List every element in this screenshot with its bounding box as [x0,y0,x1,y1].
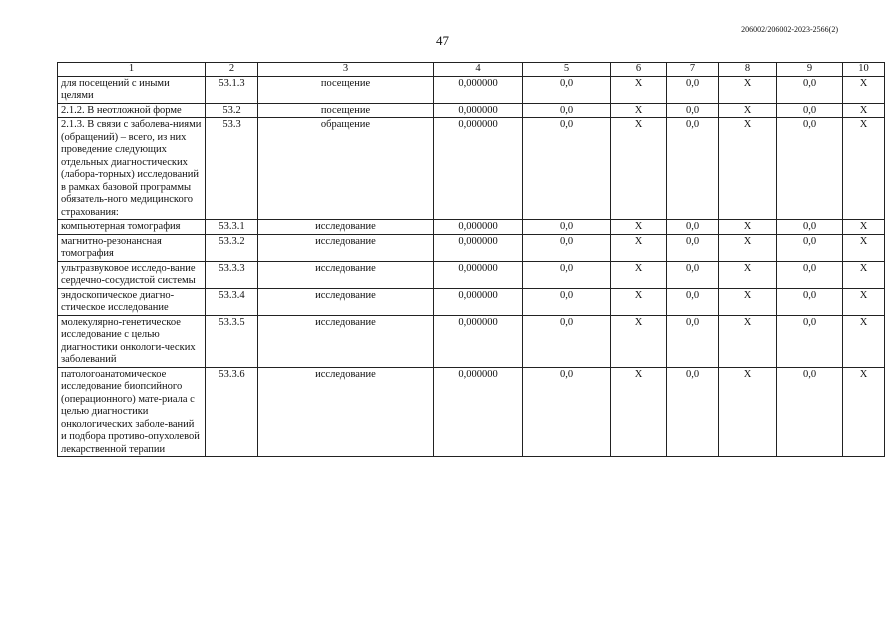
x-cell: X [611,261,667,288]
value-cell: 0,0 [777,288,843,315]
value-cell: 0,0 [523,234,611,261]
x-cell: X [843,315,885,367]
x-cell: X [611,288,667,315]
x-cell: X [719,261,777,288]
x-cell: X [843,118,885,220]
x-cell: X [719,288,777,315]
table-row [58,76,885,103]
x-cell: X [843,220,885,235]
value-cell: 0,0 [777,118,843,220]
value-cell: 0,0 [777,76,843,103]
value-cell: 0,0 [523,288,611,315]
table-row [58,261,885,288]
document-id: 206002/206002-2023-2566(2) [741,25,838,34]
row-description: молекулярно-генетическое исследование с целью диагностики онкологи-ческих заболеваний [58,315,206,367]
table-row [58,220,885,235]
value-cell: 0,000000 [434,315,523,367]
row-description: патологоанатомическое исследование биопсийного (операционного) мате-риала с целью диагностики онкологических заболе-ваний и подбора противо-опухолевой лекарственной терапии [58,367,206,457]
value-cell: 0,0 [667,220,719,235]
value-cell: 0,0 [667,288,719,315]
x-cell: X [611,234,667,261]
value-cell: 0,0 [667,367,719,457]
x-cell: X [719,234,777,261]
row-number: 53.3.4 [206,288,258,315]
unit-cell: исследование [258,234,434,261]
value-cell: 0,0 [523,118,611,220]
value-cell: 0,000000 [434,367,523,457]
value-cell: 0,0 [777,261,843,288]
x-cell: X [843,261,885,288]
column-header: 2 [206,63,258,77]
value-cell: 0,000000 [434,234,523,261]
table-row [58,118,885,220]
table-row [58,288,885,315]
unit-cell: посещение [258,76,434,103]
value-cell: 0,000000 [434,118,523,220]
table-row [58,103,885,118]
x-cell: X [611,315,667,367]
row-number: 53.3 [206,118,258,220]
x-cell: X [843,288,885,315]
x-cell: X [611,103,667,118]
row-number: 53.2 [206,103,258,118]
row-description: магнитно-резонансная томография [58,234,206,261]
report-table [57,62,885,457]
value-cell: 0,0 [523,261,611,288]
unit-cell: исследование [258,220,434,235]
row-number: 53.1.3 [206,76,258,103]
row-description: ультразвуковое исследо-вание сердечно-сосудистой системы [58,261,206,288]
x-cell: X [611,367,667,457]
row-number: 53.3.3 [206,261,258,288]
value-cell: 0,0 [667,118,719,220]
x-cell: X [719,76,777,103]
x-cell: X [719,103,777,118]
column-header: 7 [667,63,719,77]
row-description: компьютерная томография [58,220,206,235]
x-cell: X [843,234,885,261]
value-cell: 0,0 [523,315,611,367]
x-cell: X [719,118,777,220]
row-description: 2.1.2. В неотложной форме [58,103,206,118]
column-header: 10 [843,63,885,77]
column-header: 3 [258,63,434,77]
row-description: для посещений с иными целями [58,76,206,103]
value-cell: 0,0 [523,220,611,235]
row-number: 53.3.5 [206,315,258,367]
x-cell: X [719,220,777,235]
x-cell: X [843,103,885,118]
value-cell: 0,000000 [434,76,523,103]
column-header: 9 [777,63,843,77]
column-header: 1 [58,63,206,77]
x-cell: X [843,76,885,103]
value-cell: 0,0 [777,234,843,261]
table-row [58,234,885,261]
unit-cell: посещение [258,103,434,118]
value-cell: 0,0 [777,220,843,235]
value-cell: 0,0 [523,103,611,118]
x-cell: X [719,367,777,457]
row-description: эндоскопическое диагно-стическое исследование [58,288,206,315]
row-number: 53.3.1 [206,220,258,235]
x-cell: X [611,118,667,220]
x-cell: X [843,367,885,457]
unit-cell: исследование [258,261,434,288]
unit-cell: обращение [258,118,434,220]
table-row [58,367,885,457]
value-cell: 0,000000 [434,261,523,288]
value-cell: 0,0 [667,103,719,118]
column-header: 4 [434,63,523,77]
unit-cell: исследование [258,315,434,367]
unit-cell: исследование [258,288,434,315]
column-header: 6 [611,63,667,77]
unit-cell: исследование [258,367,434,457]
header-row [58,63,885,77]
value-cell: 0,0 [523,367,611,457]
row-number: 53.3.6 [206,367,258,457]
value-cell: 0,0 [667,76,719,103]
column-header: 8 [719,63,777,77]
value-cell: 0,0 [777,315,843,367]
value-cell: 0,000000 [434,103,523,118]
page-number: 47 [436,33,449,48]
x-cell: X [611,220,667,235]
value-cell: 0,0 [667,234,719,261]
x-cell: X [719,315,777,367]
value-cell: 0,000000 [434,220,523,235]
value-cell: 0,0 [667,261,719,288]
value-cell: 0,0 [667,315,719,367]
value-cell: 0,0 [523,76,611,103]
row-number: 53.3.2 [206,234,258,261]
value-cell: 0,000000 [434,288,523,315]
value-cell: 0,0 [777,103,843,118]
x-cell: X [611,76,667,103]
column-header: 5 [523,63,611,77]
table-row [58,315,885,367]
value-cell: 0,0 [777,367,843,457]
row-description: 2.1.3. В связи с заболева-ниями (обращений) – всего, из них проведение следующих отдельных диагностических (лабора-торных) исследований в рамках базовой программы обязатель-ного медицинского страхования: [58,118,206,220]
